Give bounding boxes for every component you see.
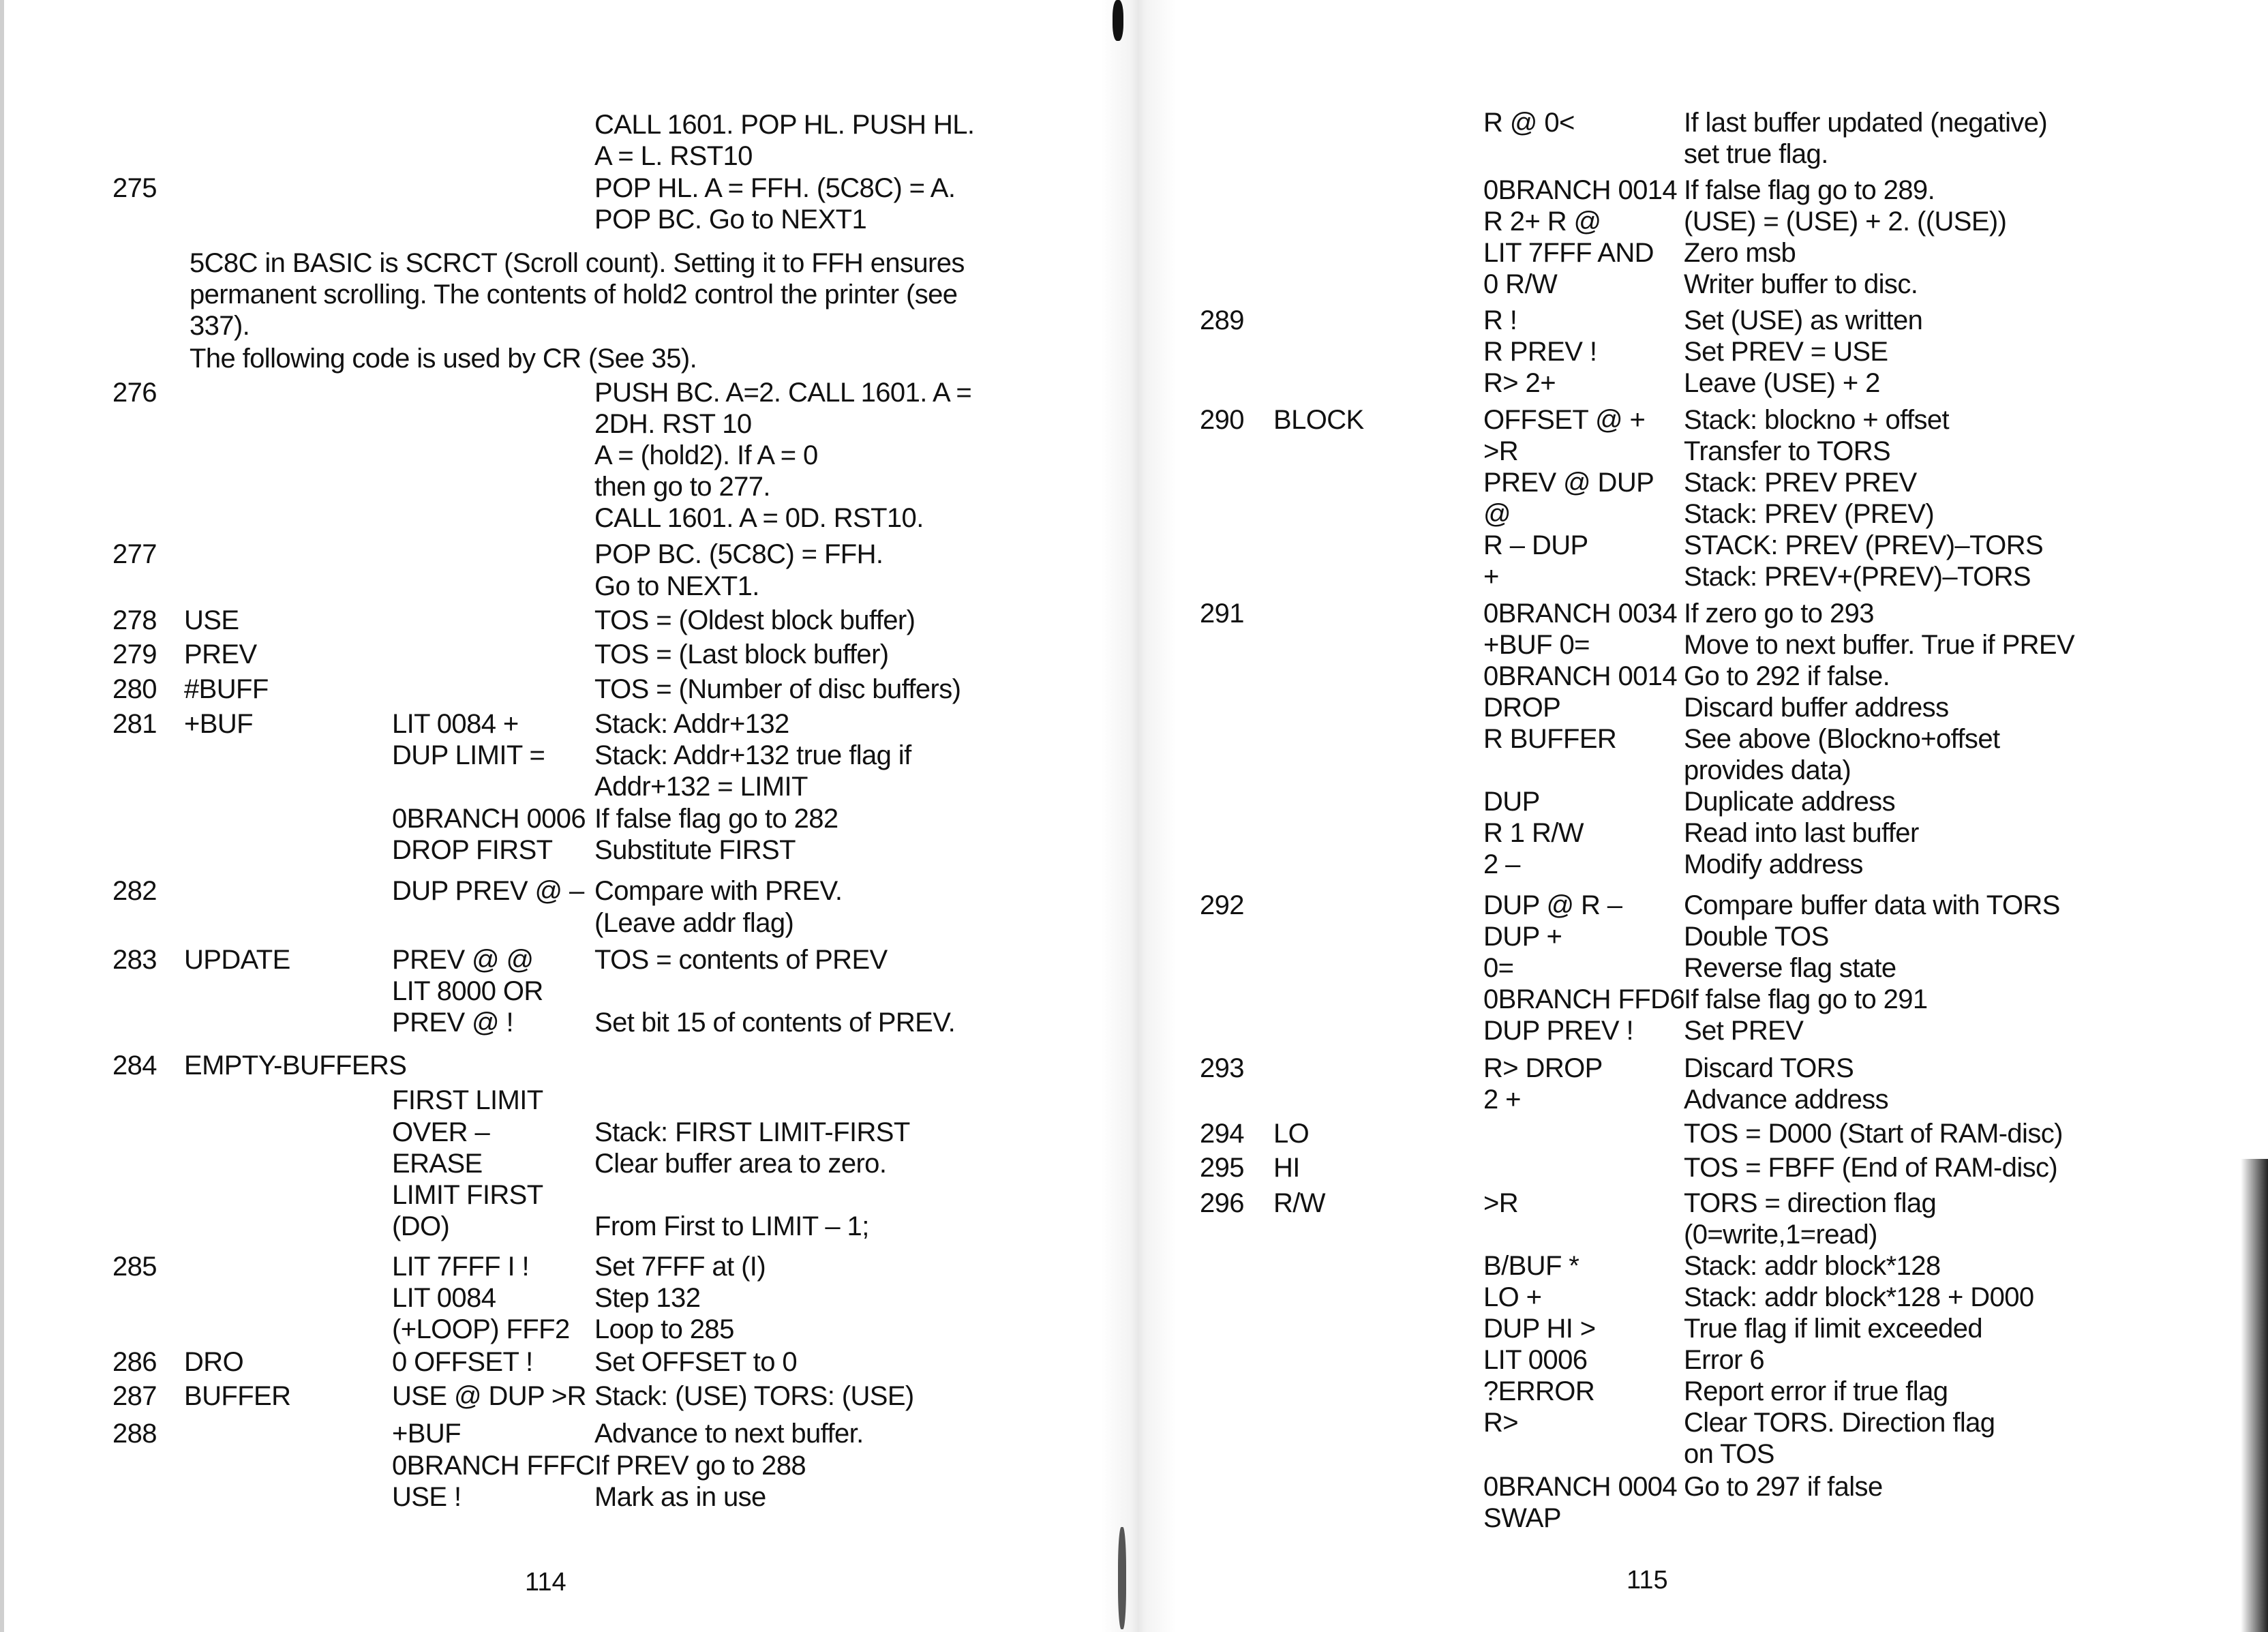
left-word-l13: USE bbox=[184, 605, 239, 635]
left-code-l25: PREV @ ! bbox=[392, 1008, 514, 1038]
right-comment-r29: Set PREV bbox=[1684, 1016, 1804, 1046]
right-comment-r16: If zero go to 293 bbox=[1684, 599, 1874, 629]
right-comment-r43: Go to 297 if false bbox=[1684, 1472, 1883, 1502]
left-code-l17: DUP LIMIT = bbox=[392, 740, 545, 770]
left-num-l23: 283 bbox=[112, 945, 157, 975]
left-num-l15: 280 bbox=[112, 674, 157, 704]
right-num-r34: 296 bbox=[1200, 1188, 1244, 1218]
right-code-r41: R> bbox=[1483, 1408, 1519, 1438]
left-code-l27: FIRST LIMIT bbox=[392, 1085, 543, 1115]
right-code-r43: 0BRANCH 0004 bbox=[1483, 1472, 1678, 1502]
right-comment-r32: TOS = D000 (Start of RAM-disc) bbox=[1684, 1119, 2063, 1149]
right-code-r44: SWAP bbox=[1483, 1503, 1561, 1533]
left-code-l20: DROP FIRST bbox=[392, 835, 553, 865]
left-comment-l08: A = (hold2). If A = 0 bbox=[594, 440, 818, 470]
right-comment-r30: Discard TORS bbox=[1684, 1053, 1854, 1083]
right-comment-r06: Writer buffer to disc. bbox=[1684, 269, 1918, 299]
paragraph-cr-note: The following code is used by CR (See 35). bbox=[190, 344, 697, 374]
left-word-l15: #BUFF bbox=[184, 674, 269, 704]
left-comment-l06: PUSH BC. A=2. CALL 1601. A = bbox=[594, 378, 972, 408]
right-comment-r38: True flag if limit exceeded bbox=[1684, 1314, 1983, 1344]
right-code-r26: DUP + bbox=[1483, 922, 1562, 952]
right-code-r10: OFFSET @ + bbox=[1483, 405, 1646, 435]
left-code-l19: 0BRANCH 0006 bbox=[392, 804, 586, 834]
left-num-l37: 288 bbox=[112, 1419, 157, 1449]
left-code-l28: OVER – bbox=[392, 1117, 490, 1147]
right-comment-r07: Set (USE) as written bbox=[1684, 305, 1923, 335]
right-comment-r19: Discard buffer address bbox=[1684, 693, 1949, 723]
right-page bbox=[1152, 0, 2243, 1632]
right-comment-r14: STACK: PREV (PREV)–TORS bbox=[1684, 530, 2044, 560]
left-num-l14: 279 bbox=[112, 639, 157, 669]
right-code-r04: R 2+ R @ bbox=[1483, 207, 1601, 237]
left-comment-l21: Compare with PREV. bbox=[594, 876, 843, 906]
right-word-r34: R/W bbox=[1273, 1188, 1325, 1218]
left-comment-l02: A = L. RST10 bbox=[594, 141, 753, 171]
left-code-l24: LIT 8000 OR bbox=[392, 976, 543, 1006]
right-code-r30: R> DROP bbox=[1483, 1053, 1603, 1083]
left-comment-l38: If PREV go to 288 bbox=[594, 1451, 806, 1481]
left-comment-l37: Advance to next buffer. bbox=[594, 1419, 864, 1449]
right-code-r40: ?ERROR bbox=[1483, 1376, 1595, 1406]
left-comment-l07: 2DH. RST 10 bbox=[594, 409, 752, 439]
left-num-l26: 284 bbox=[112, 1051, 157, 1081]
right-code-r15: + bbox=[1483, 562, 1499, 592]
left-word-l35: DRO bbox=[184, 1347, 244, 1377]
right-code-r34: >R bbox=[1483, 1188, 1519, 1218]
binding-mark bbox=[1118, 1527, 1126, 1629]
left-comment-l19: If false flag go to 282 bbox=[594, 804, 838, 834]
right-comment-r24: Modify address bbox=[1684, 849, 1863, 879]
right-comment-r42: on TOS bbox=[1684, 1439, 1774, 1469]
left-comment-l32: Set 7FFF at (I) bbox=[594, 1252, 766, 1282]
right-comment-r10: Stack: blockno + offset bbox=[1684, 405, 1950, 435]
right-word-r33: HI bbox=[1273, 1153, 1300, 1183]
left-comment-l22: (Leave addr flag) bbox=[594, 908, 794, 938]
right-code-r31: 2 + bbox=[1483, 1085, 1521, 1115]
left-word-l23: UPDATE bbox=[184, 945, 290, 975]
left-word-l26: EMPTY-BUFFERS bbox=[184, 1051, 407, 1081]
left-comment-l31: From First to LIMIT – 1; bbox=[594, 1211, 869, 1241]
right-comment-r08: Set PREV = USE bbox=[1684, 337, 1888, 367]
left-comment-l34: Loop to 285 bbox=[594, 1314, 734, 1344]
right-comment-r11: Transfer to TORS bbox=[1684, 436, 1891, 466]
left-word-l36: BUFFER bbox=[184, 1381, 291, 1411]
right-num-r16: 291 bbox=[1200, 599, 1244, 629]
right-comment-r27: Reverse flag state bbox=[1684, 953, 1896, 983]
right-code-r13: @ bbox=[1483, 499, 1511, 529]
left-word-l16: +BUF bbox=[184, 709, 253, 739]
left-comment-l20: Substitute FIRST bbox=[594, 835, 796, 865]
right-num-r30: 293 bbox=[1200, 1053, 1244, 1083]
left-comment-l04: POP BC. Go to NEXT1 bbox=[594, 205, 867, 235]
left-comment-l39: Mark as in use bbox=[594, 1482, 766, 1512]
page-number: 114 bbox=[525, 1568, 566, 1597]
page-edge-shadow-right bbox=[2241, 1159, 2268, 1632]
left-comment-l14: TOS = (Last block buffer) bbox=[594, 639, 889, 669]
right-comment-r21: provides data) bbox=[1684, 755, 1851, 785]
left-num-l35: 286 bbox=[112, 1347, 157, 1377]
right-comment-r01: If last buffer updated (negative) bbox=[1684, 108, 2048, 138]
right-code-r39: LIT 0006 bbox=[1483, 1345, 1588, 1375]
right-code-r07: R ! bbox=[1483, 305, 1517, 335]
right-code-r03: 0BRANCH 0014 bbox=[1483, 175, 1678, 205]
left-num-l32: 285 bbox=[112, 1252, 157, 1282]
right-comment-r23: Read into last buffer bbox=[1684, 818, 1919, 848]
right-code-r19: DROP bbox=[1483, 693, 1561, 723]
right-num-r10: 290 bbox=[1200, 405, 1244, 435]
right-num-r32: 294 bbox=[1200, 1119, 1244, 1149]
left-code-l36: USE @ DUP >R bbox=[392, 1381, 586, 1411]
right-code-r27: 0= bbox=[1483, 953, 1514, 983]
left-comment-l36: Stack: (USE) TORS: (USE) bbox=[594, 1381, 914, 1411]
left-code-l29: ERASE bbox=[392, 1149, 483, 1179]
left-num-l06: 276 bbox=[112, 378, 157, 408]
left-code-l23: PREV @ @ bbox=[392, 945, 534, 975]
left-comment-l25: Set bit 15 of contents of PREV. bbox=[594, 1008, 956, 1038]
left-comment-l10: CALL 1601. A = 0D. RST10. bbox=[594, 503, 924, 533]
left-comment-l09: then go to 277. bbox=[594, 472, 770, 502]
right-code-r08: R PREV ! bbox=[1483, 337, 1597, 367]
right-code-r24: 2 – bbox=[1483, 849, 1520, 879]
left-code-l31: (DO) bbox=[392, 1211, 450, 1241]
right-comment-r17: Move to next buffer. True if PREV bbox=[1684, 630, 2075, 660]
right-comment-r04: (USE) = (USE) + 2. ((USE)) bbox=[1684, 207, 2007, 237]
right-num-r07: 289 bbox=[1200, 305, 1244, 335]
right-word-r32: LO bbox=[1273, 1119, 1310, 1149]
left-code-l32: LIT 7FFF I ! bbox=[392, 1252, 529, 1282]
left-comment-l01: CALL 1601. POP HL. PUSH HL. bbox=[594, 110, 975, 140]
right-code-r20: R BUFFER bbox=[1483, 724, 1617, 754]
right-code-r25: DUP @ R – bbox=[1483, 890, 1622, 920]
left-code-l33: LIT 0084 bbox=[392, 1283, 496, 1313]
left-code-l38: 0BRANCH FFFC bbox=[392, 1451, 595, 1481]
right-code-r17: +BUF 0= bbox=[1483, 630, 1590, 660]
right-comment-r40: Report error if true flag bbox=[1684, 1376, 1948, 1406]
right-comment-r25: Compare buffer data with TORS bbox=[1684, 890, 2060, 920]
right-comment-r18: Go to 292 if false. bbox=[1684, 661, 1890, 691]
left-code-l16: LIT 0084 + bbox=[392, 709, 519, 739]
left-comment-l16: Stack: Addr+132 bbox=[594, 709, 789, 739]
right-comment-r13: Stack: PREV (PREV) bbox=[1684, 499, 1935, 529]
left-comment-l12: Go to NEXT1. bbox=[594, 571, 759, 601]
right-code-r36: B/BUF * bbox=[1483, 1251, 1579, 1281]
left-comment-l28: Stack: FIRST LIMIT-FIRST bbox=[594, 1117, 910, 1147]
right-comment-r15: Stack: PREV+(PREV)–TORS bbox=[1684, 562, 2031, 592]
paragraph-scroll-note: 5C8C in BASIC is SCRCT (Scroll count). Setting it to FFH ensures permanent scrolling. The contents of hold2 control the printer (see 337). bbox=[190, 248, 965, 341]
right-comment-r34: TORS = direction flag bbox=[1684, 1188, 1937, 1218]
right-comment-r28: If false flag go to 291 bbox=[1684, 984, 1928, 1014]
right-code-r05: LIT 7FFF AND bbox=[1483, 238, 1654, 268]
left-num-l03: 275 bbox=[112, 173, 157, 203]
right-code-r23: R 1 R/W bbox=[1483, 818, 1584, 848]
left-comment-l18: Addr+132 = LIMIT bbox=[594, 772, 808, 802]
left-comment-l03: POP HL. A = FFH. (5C8C) = A. bbox=[594, 173, 956, 203]
left-code-l34: (+LOOP) FFF2 bbox=[392, 1314, 570, 1344]
left-code-l39: USE ! bbox=[392, 1482, 462, 1512]
left-comment-l11: POP BC. (5C8C) = FFH. bbox=[594, 539, 883, 569]
right-code-r29: DUP PREV ! bbox=[1483, 1016, 1633, 1046]
right-comment-r22: Duplicate address bbox=[1684, 787, 1895, 817]
right-code-r28: 0BRANCH FFD6 bbox=[1483, 984, 1685, 1014]
right-comment-r03: If false flag go to 289. bbox=[1684, 175, 1935, 205]
right-code-r18: 0BRANCH 0014 bbox=[1483, 661, 1678, 691]
right-code-r11: >R bbox=[1483, 436, 1519, 466]
left-comment-l23: TOS = contents of PREV bbox=[594, 945, 888, 975]
right-code-r37: LO + bbox=[1483, 1282, 1542, 1312]
left-comment-l29: Clear buffer area to zero. bbox=[594, 1149, 887, 1179]
right-comment-r05: Zero msb bbox=[1684, 238, 1796, 268]
right-code-r01: R @ 0< bbox=[1483, 108, 1575, 138]
left-code-l37: +BUF bbox=[392, 1419, 461, 1449]
right-comment-r33: TOS = FBFF (End of RAM-disc) bbox=[1684, 1153, 2058, 1183]
left-comment-l15: TOS = (Number of disc buffers) bbox=[594, 674, 961, 704]
right-comment-r20: See above (Blockno+offset bbox=[1684, 724, 2000, 754]
left-num-l13: 278 bbox=[112, 605, 157, 635]
left-word-l14: PREV bbox=[184, 639, 257, 669]
right-code-r38: DUP HI > bbox=[1483, 1314, 1596, 1344]
right-comment-r41: Clear TORS. Direction flag bbox=[1684, 1408, 1995, 1438]
right-comment-r02: set true flag. bbox=[1684, 139, 1828, 169]
right-code-r12: PREV @ DUP bbox=[1483, 468, 1654, 498]
left-num-l36: 287 bbox=[112, 1381, 157, 1411]
left-code-l30: LIMIT FIRST bbox=[392, 1180, 543, 1210]
left-page bbox=[0, 0, 1118, 1632]
right-comment-r35: (0=write,1=read) bbox=[1684, 1220, 1877, 1250]
left-num-l16: 281 bbox=[112, 709, 157, 739]
right-num-r33: 295 bbox=[1200, 1153, 1244, 1183]
right-num-r25: 292 bbox=[1200, 890, 1244, 920]
left-code-l21: DUP PREV @ – bbox=[392, 876, 584, 906]
right-comment-r31: Advance address bbox=[1684, 1085, 1889, 1115]
right-comment-r37: Stack: addr block*128 + D000 bbox=[1684, 1282, 2034, 1312]
right-code-r22: DUP bbox=[1483, 787, 1540, 817]
right-code-r14: R – DUP bbox=[1483, 530, 1588, 560]
right-comment-r12: Stack: PREV PREV bbox=[1684, 468, 1917, 498]
left-comment-l13: TOS = (Oldest block buffer) bbox=[594, 605, 916, 635]
left-comment-l35: Set OFFSET to 0 bbox=[594, 1347, 798, 1377]
left-comment-l17: Stack: Addr+132 true flag if bbox=[594, 740, 911, 770]
right-comment-r39: Error 6 bbox=[1684, 1345, 1765, 1375]
right-comment-r36: Stack: addr block*128 bbox=[1684, 1251, 1941, 1281]
left-num-l21: 282 bbox=[112, 876, 157, 906]
right-word-r10: BLOCK bbox=[1273, 405, 1364, 435]
left-comment-l33: Step 132 bbox=[594, 1283, 701, 1313]
right-code-r09: R> 2+ bbox=[1483, 368, 1556, 398]
page-number: 115 bbox=[1627, 1566, 1668, 1595]
right-code-r16: 0BRANCH 0034 bbox=[1483, 599, 1678, 629]
left-num-l11: 277 bbox=[112, 539, 157, 569]
right-code-r06: 0 R/W bbox=[1483, 269, 1558, 299]
right-comment-r09: Leave (USE) + 2 bbox=[1684, 368, 1880, 398]
left-code-l35: 0 OFFSET ! bbox=[392, 1347, 533, 1377]
right-comment-r26: Double TOS bbox=[1684, 922, 1829, 952]
